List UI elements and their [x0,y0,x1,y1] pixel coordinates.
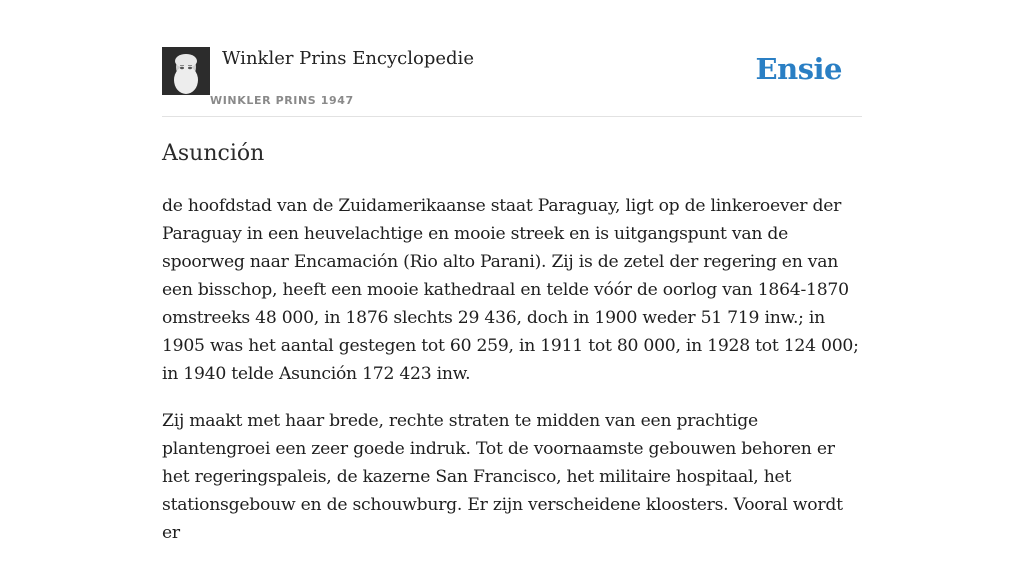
article-paragraph-1: de hoofdstad van de Zuidamerikaanse staat Paraguay, ligt op de linkeroever der Paraguay in een heuvelachtige en mooie streek en is uitgangspunt van de spoorweg naar Encamación (Rio alto Parani). Zij is de zetel der regering en van een bisschop, heeft een mooie kathedraal en telde vóór de oorlog van 1864-1870 omstreeks 48 000, in 1876 slechts 29 436, doch in 1900 weder 51 719 inw.; in 1905 was het aantal gestegen tot 60 259, in 1911 tot 80 000, in 1928 tot 124 000; in 1940 telde Asunción 172 423 inw. [162,196,859,384]
page [162,0,862,543]
source-subtitle[interactable]: WINKLER PRINS 1947 [210,94,354,107]
portrait-icon [162,47,210,95]
article-paragraph-2: Zij maakt met haar brede, rechte straten te midden van een prachtige plantengroei een zeer goede indruk. Tot de voornaamste gebouwen behoren er het regeringspaleis, de kazerne San Francisco, het militaire hospitaal, het stationsgebouw en de schouwburg. Er zijn verscheidene kloosters. Vooral wordt er [162,411,843,543]
portrait-avatar[interactable] [162,47,210,95]
article-body [162,192,862,566]
source-title[interactable]: Winkler Prins Encyclopedie [222,48,474,69]
source-header [162,46,862,117]
entry-title: Asunción [162,141,265,166]
brand-logo[interactable]: Ensie [755,52,842,86]
